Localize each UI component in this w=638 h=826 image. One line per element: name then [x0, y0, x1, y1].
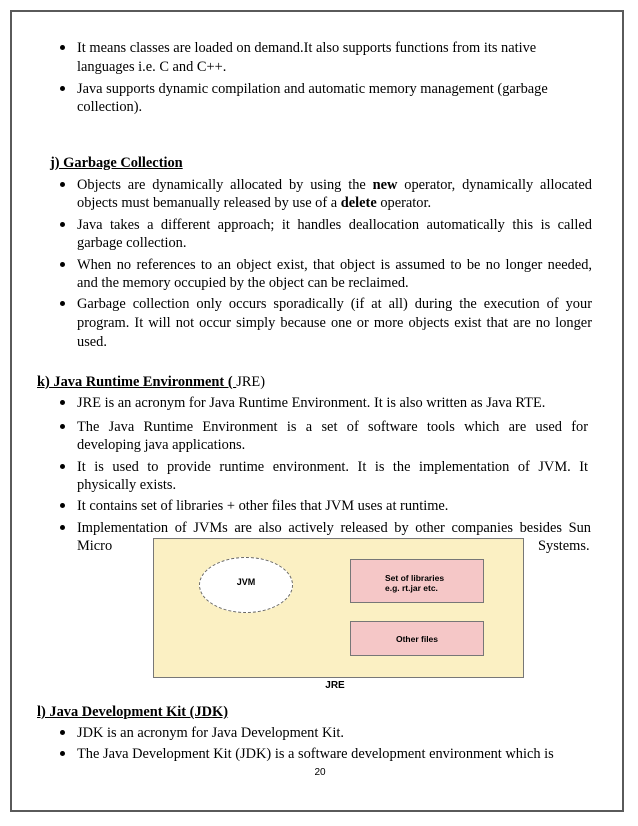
bullet-dot: [60, 424, 65, 429]
bullet-dot: [60, 301, 65, 306]
bullet-text: JDK is an acronym for Java Development Kit.: [77, 725, 344, 741]
bullet-dot: [60, 751, 65, 756]
section-heading-jdk: l) Java Development Kit (JDK): [37, 704, 229, 720]
bullet-text: Micro: [77, 538, 113, 554]
bullet-text: developing java applications.: [77, 437, 246, 453]
bullet-dot: [60, 400, 65, 405]
bullet-text: The Java Runtime Environment is a set of software tools which are used for: [77, 419, 588, 435]
bullet-text: objects must bemanually released by use of a delete operator.: [77, 195, 432, 211]
libraries-line: Set of libraries: [385, 573, 445, 583]
bullet-dot: [60, 182, 65, 187]
bullet-text: languages i.e. C and C++.: [77, 59, 227, 75]
bullet-text: It is used to provide runtime environment. It is the implementation of JVM. It: [77, 459, 588, 475]
page-number: 20: [314, 767, 326, 778]
bullet-text: It contains set of libraries + other files that JVM uses at runtime.: [77, 498, 449, 514]
bullet-text: and the memory occupied by the object can be reclaimed.: [77, 275, 409, 291]
bullet-dot: [60, 525, 65, 530]
other-files-label: Other files: [395, 634, 439, 644]
bullet-dot: [60, 262, 65, 267]
bullet-dot: [60, 222, 65, 227]
bullet-text: Systems.: [538, 538, 590, 554]
bullet-text: used.: [77, 334, 107, 350]
keyword-new: new: [372, 177, 398, 193]
bullet-text: garbage collection.: [77, 235, 187, 251]
other-files-box: [350, 621, 484, 656]
keyword-delete: delete: [340, 195, 377, 211]
libraries-line: e.g. rt.jar etc.: [385, 583, 438, 593]
bullet-text: When no references to an object exist, that object is assumed to be no longer needed,: [77, 257, 592, 273]
bullet-dot: [60, 45, 65, 50]
bullet-text: JRE is an acronym for Java Runtime Environment. It is also written as Java RTE.: [77, 395, 546, 411]
bullet-dot: [60, 503, 65, 508]
bullet-dot: [60, 730, 65, 735]
bullet-text: The Java Development Kit (JDK) is a software development environment which is: [77, 746, 554, 762]
bullet-text: It means classes are loaded on demand.It also supports functions from its native: [77, 40, 537, 56]
libraries-box: [350, 559, 484, 603]
bullet-text: Objects are dynamically allocated by using the new operator, dynamically allocated: [77, 177, 592, 193]
jvm-label: JVM: [236, 577, 256, 587]
section-heading-garbage-collection: j) Garbage Collection: [50, 155, 183, 171]
jvm-ellipse: [199, 557, 293, 613]
diagram-caption: JRE: [325, 680, 345, 691]
section-heading-jre: k) Java Runtime Environment ( JRE): [37, 374, 266, 390]
bullet-text: program. It will not occur simply because one or more objects exist that are no longer: [77, 315, 592, 331]
bullet-text: Implementation of JVMs are also actively released by other companies besides Sun: [77, 520, 591, 536]
bullet-text: collection).: [77, 99, 143, 115]
bullet-text: Java supports dynamic compilation and automatic memory management (garbage: [77, 81, 548, 97]
bullet-text: Garbage collection only occurs sporadically (if at all) during the execution of your: [77, 296, 592, 312]
bullet-dot: [60, 464, 65, 469]
bullet-text: Java takes a different approach; it handles deallocation automatically this is called: [77, 217, 592, 233]
bullet-dot: [60, 86, 65, 91]
jre-diagram: [153, 538, 524, 678]
bullet-text: physically exists.: [77, 477, 177, 493]
